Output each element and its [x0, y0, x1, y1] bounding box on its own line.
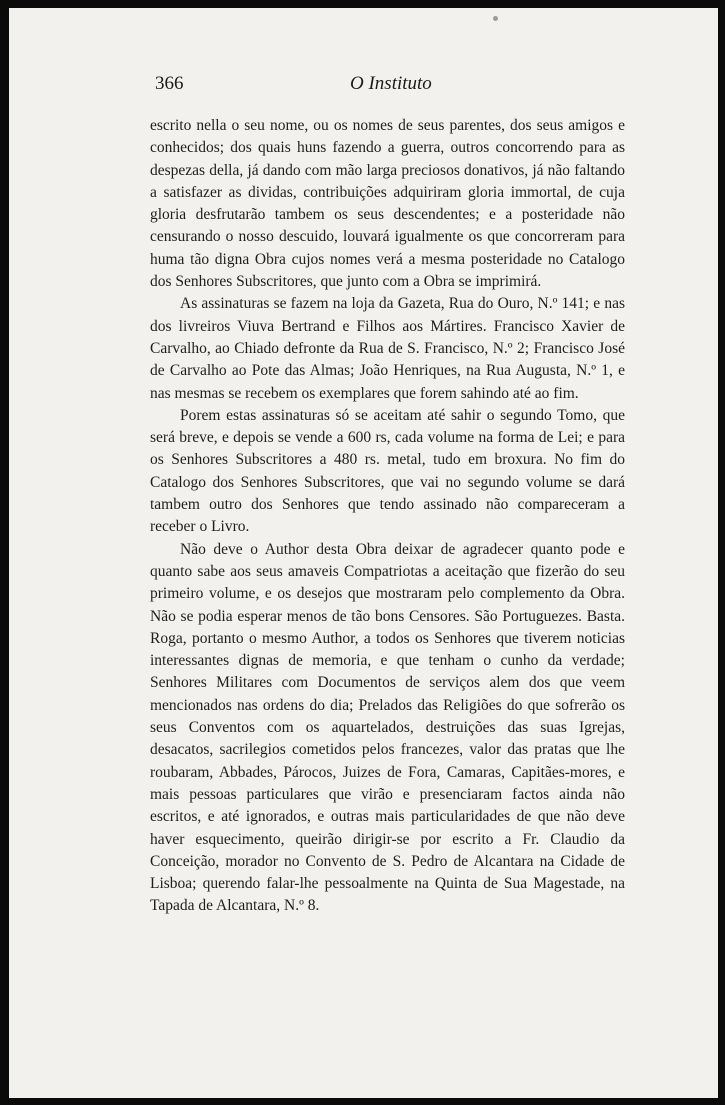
page-number: 366 — [155, 73, 184, 94]
paragraph-continuation: escrito nella o seu nome, ou os nomes de seus parentes, dos seus amigos e conhecidos; dos quais huns fazendo a guerra, outros concorrendo para as despezas della, já dando com mão larga preciosos donativos, já não faltando a satisfazer as dividas, contribuições adquiriram gloria immortal, de cuja gloria desfrutarão tambem os seus descendentes; e a posteridade não censurando o nosso descuido, louvará igualmente os que concorreram para huma tão digna Obra cujos nomes verá a mesma posteridade no Catalogo dos Senhores Subscritores, que junto com a Obra se imprimirá. — [150, 117, 625, 291]
page-body — [150, 115, 625, 918]
paragraph-subscriptions: As assinaturas se fazem na loja da Gazeta, Rua do Ouro, N.º 141; e nas dos livreiros Viuva Bertrand e Filhos aos Mártires. Francisco Xavier de Carvalho, ao Chiado defronte da Rua de S. Francisco, N.º 2; Francisco José de Carvalho ao Pote das Almas; João Henriques, na Rua Augusta, N.º 1, e nas mesmas se recebem os exemplares que forem sahindo até ao fim. — [150, 295, 625, 402]
paragraph-prices: Porem estas assinaturas só se aceitam até sahir o segundo Tomo, que será breve, e depois se vende a 600 rs, cada volume na forma de Lei; e para os Senhores Subscritores a 480 rs. metal, tudo em broxura. No fim do Catalogo dos Senhores Subscritores, que vai no segundo volume se dará tambem outro dos Senhores que tendo assinado não compareceram a receber o Livro. — [150, 406, 625, 536]
page-header — [150, 73, 630, 99]
paragraph-acknowledgement: Não deve o Author desta Obra deixar de agradecer quanto pode e quanto sabe aos seus amaveis Compatriotas a aceitação que fizerão do seu primeiro volume, e os desejos que mostraram pelo complemento da Obra. Não se podia esperar menos de tão bons Censores. São Portuguezes. Basta. Roga, portanto o mesmo Author, a todos os Senhores que tiverem noticias interessantes dignas de memoria, e que tenham o cunho da verdade; Senhores Militares com Documentos de serviços alem dos que veem mencionados nas ordens do dia; Prelados das Religiões do que sofrerão os seus Conventos com os aquartelados, destruições das suas Igrejas, desacatos, sacrilegios cometidos pelos francezes, valor das pratas que lhe roubaram, Abbades, Párocos, Juizes de Fora, Camaras, Capitães-mores, e mais pessoas particulares que virão e presenciaram factos ainda não escritos, e até ignorados, e outras mais particularidades de que não deve haver esquecimento, queirão dirigir-se por escrito a Fr. Claudio da Conceição, morador no Convento de S. Pedro de Alcantara na Cidade de Lisboa; querendo falar-lhe pessoalmente na Quinta de Sua Magestade, na Tapada de Alcantara, N.º 8. — [150, 540, 625, 915]
running-title: O Instituto — [350, 73, 432, 94]
ink-speck — [493, 16, 498, 21]
